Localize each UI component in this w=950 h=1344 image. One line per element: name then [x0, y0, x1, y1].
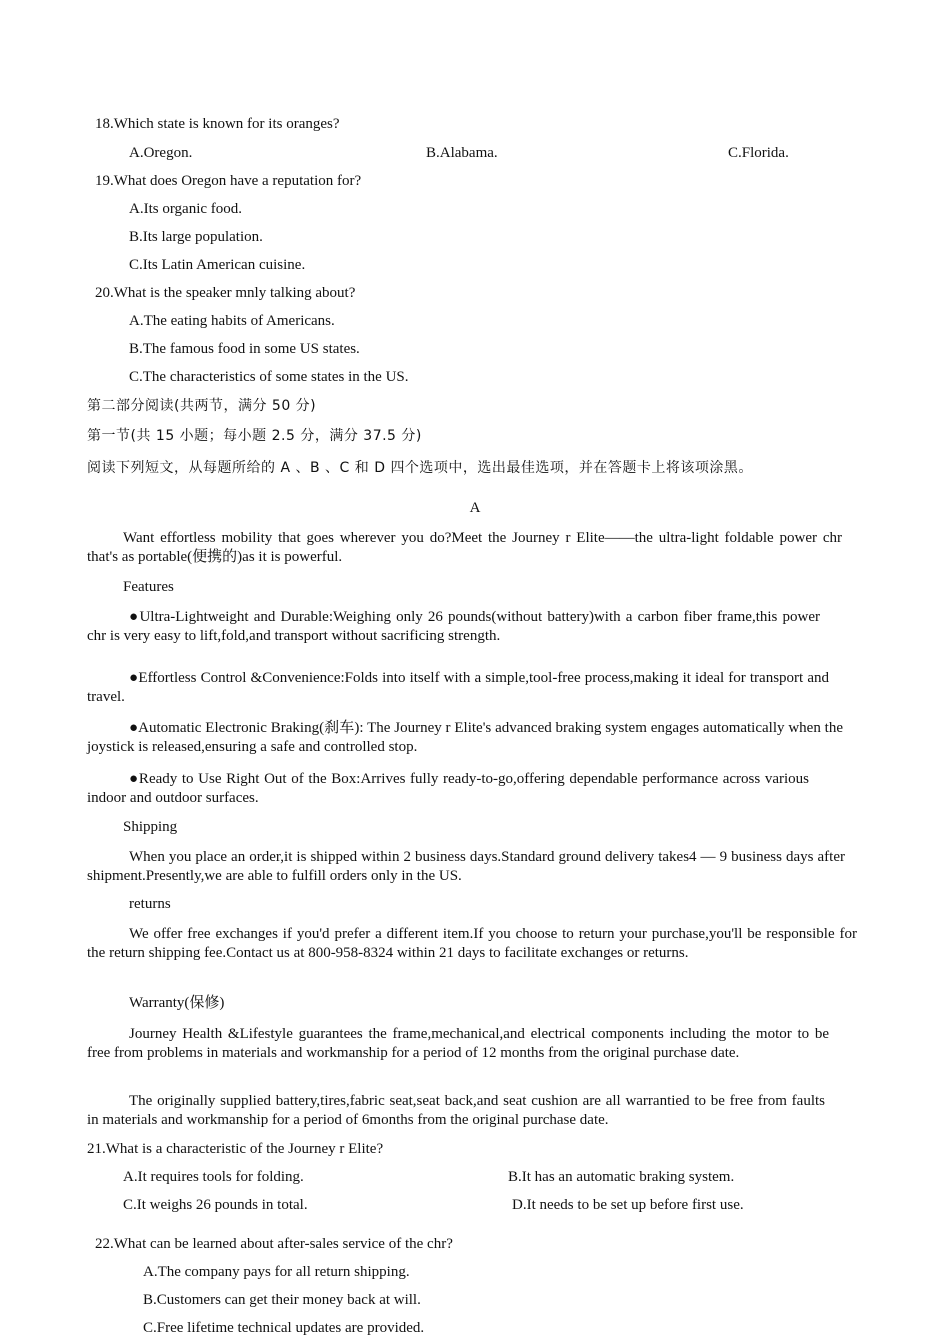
warranty-heading: Warranty(保修) [129, 995, 225, 1011]
question-22-option-a: A.The company pays for all return shipping. [143, 1264, 410, 1280]
feature-braking: ●Automatic Electronic Braking(刹车): The Journey r Elite's advanced braking system engages automatically when the joystick is released,ensuring a safe and controlled stop. [87, 720, 843, 755]
question-18-option-c: C.Florida. [728, 145, 789, 161]
question-22-option-c: C.Free lifetime technical updates are provided. [143, 1320, 425, 1336]
question-20-option-c: C.The characteristics of some states in the US. [129, 369, 409, 385]
question-22-stem: 22.What can be learned about after-sales service of the chr? [95, 1236, 453, 1252]
question-22-option-b: B.Customers can get their money back at will. [143, 1292, 421, 1308]
feature-control: ●Effortless Control &Convenience:Folds into itself with a simple,tool-free process,making it ideal for transport and travel. [87, 670, 829, 705]
returns-text: We offer free exchanges if you'd prefer a different item.If you choose to return your purchase,you'll be responsible for the return shipping fee.Contact us at 800-958-8324 within 21 days to facilitate exchanges or returns. [87, 926, 857, 961]
question-19-option-b: B.Its large population. [129, 229, 263, 245]
question-21-option-a: A.It requires tools for folding. [123, 1169, 304, 1185]
features-heading: Features [123, 579, 174, 595]
question-18-stem: 18.Which state is known for its oranges? [95, 116, 340, 132]
reading-instruction: 阅读下列短文，从每题所给的 A 、B 、C 和 D 四个选项中，选出最佳选项，并在答题卡上将该项涂黑。 [87, 460, 753, 476]
reading-part-title: 第二部分阅读(共两节，满分 50 分) [87, 398, 317, 414]
returns-heading: returns [129, 896, 171, 912]
question-21-option-c: C.It weighs 26 pounds in total. [123, 1197, 308, 1213]
passage-letter: A [469, 500, 481, 516]
question-20-option-a: A.The eating habits of Americans. [129, 313, 335, 329]
question-21-stem: 21.What is a characteristic of the Journey r Elite? [87, 1141, 384, 1157]
question-18-option-a: A.Oregon. [129, 145, 193, 161]
feature-lightweight: ●Ultra-Lightweight and Durable:Weighing only 26 pounds(without battery)with a carbon fiber frame,this power chr is very easy to lift,fold,and transport without sacrificing strength. [87, 609, 820, 644]
question-21-option-d: D.It needs to be set up before first use. [512, 1197, 744, 1213]
question-19-stem: 19.What does Oregon have a reputation for? [95, 173, 362, 189]
question-19-option-c: C.Its Latin American cuisine. [129, 257, 306, 273]
shipping-text: When you place an order,it is shipped within 2 business days.Standard ground delivery takes4 — 9 business days after shipment.Presently,we are able to fulfill orders only in the US. [87, 849, 845, 884]
question-20-stem: 20.What is the speaker mnly talking about? [95, 285, 356, 301]
reading-section-title: 第一节(共 15 小题；每小题 2.5 分，满分 37.5 分) [87, 428, 422, 444]
feature-ready: ●Ready to Use Right Out of the Box:Arrives fully ready-to-go,offering dependable performance across various indoor and outdoor surfaces. [87, 771, 809, 806]
warranty-text-battery: The originally supplied battery,tires,fabric seat,seat back,and seat cushion are all warrantied to be free from faults in materials and workmanship for a period of 6months from the original purchase date. [87, 1093, 825, 1128]
shipping-heading: Shipping [123, 819, 178, 835]
warranty-text-frame: Journey Health &Lifestyle guarantees the frame,mechanical,and electrical components including the motor to be free from problems in materials and workmanship for a period of 12 months from the original purchase date. [87, 1026, 829, 1061]
question-21-option-b: B.It has an automatic braking system. [508, 1169, 735, 1185]
passage-intro: Want effortless mobility that goes wherever you do?Meet the Journey r Elite——the ultra-light foldable power chr that's as portable(便携的)as it is powerful. [87, 530, 842, 565]
question-19-option-a: A.Its organic food. [129, 201, 243, 217]
question-18-option-b: B.Alabama. [426, 145, 498, 161]
question-20-option-b: B.The famous food in some US states. [129, 341, 360, 357]
